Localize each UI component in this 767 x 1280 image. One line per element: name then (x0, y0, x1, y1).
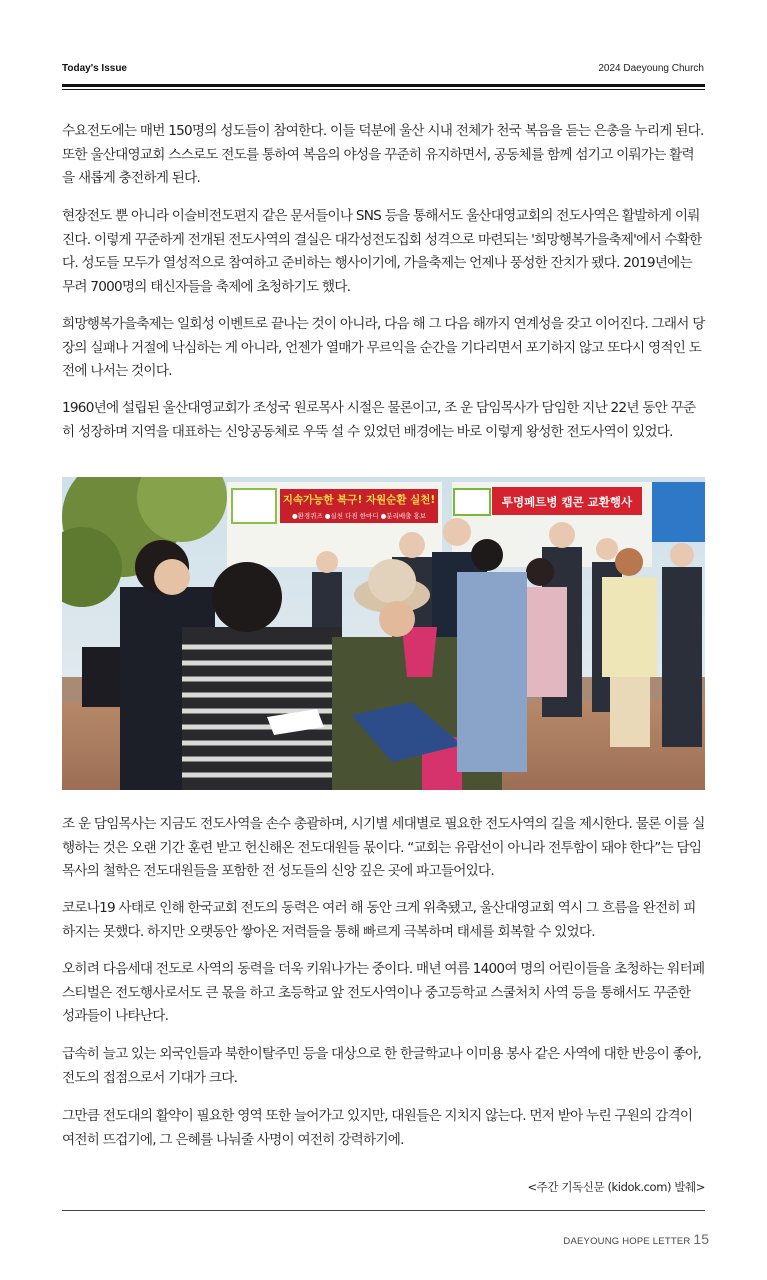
article-paragraph-1: 수요전도에는 매번 150명의 성도들이 참여한다. 이들 덕분에 울산 시내 전체가 천국 복음을 듣는 은총을 누리게 된다. 또한 울산대영교회 스스로도 전도를 통하여 복음의 야성을 꾸준히 유지하면서, 공동체를 함께 섬기고 이뤄가는 활력을 새롭게 충전하게 된다. (62, 123, 704, 186)
source-citation: <주간 기독신문 (kidok.com) 발췌> (527, 1180, 705, 1194)
section-label: Today's Issue (62, 63, 127, 74)
banner-left-subtext: ●환경퀴즈 ●실천 다짐 한마디 ●분리배출 홍보 (291, 512, 427, 520)
article-paragraph-2: 현장전도 뿐 아니라 이슬비전도편지 같은 문서들이나 SNS 등을 통해서도 울산대영교회의 전도사역은 활발하게 이뤄진다. 이렇게 꾸준하게 전개된 전도사역의 결실은 대각성전도집회 성격으로 마련되는 '희망행복가을축제'에서 수확한다. 성도들 모두가 열성적으로 참여하고 준비하는 행사이기에, 가을축제는 언제나 풍성한 잔치가 됐다. 2019년에는 무려 7000명의 태신자들을 축제에 초청하기도 했다. (62, 208, 702, 295)
page-number: 15 (693, 1231, 709, 1247)
banner-right-text: 투명페트병 캡콘 교환행사 (501, 495, 633, 509)
publication-label: 2024 Daeyoung Church (598, 63, 704, 74)
banner-left-text: 지속가능한 복구! 자원순환 실천! (282, 494, 436, 506)
article-paragraph-8: 급속히 늘고 있는 외국인들과 북한이탈주민 등을 대상으로 한 한글학교나 이미용 봉사 같은 사역에 대한 반응이 좋아, 전도의 접점으로서 기대가 크다. (62, 1046, 702, 1086)
footer-rule (62, 1210, 705, 1211)
footer (563, 1231, 709, 1249)
footer-brand: DAEYOUNG HOPE LETTER (563, 1236, 691, 1247)
article-paragraph-3: 희망행복가을축제는 일회성 이벤트로 끝나는 것이 아니라, 다음 해 그 다음 해까지 연계성을 갖고 이어진다. 그래서 당장의 실패나 거절에 낙심하는 게 아니라, 언젠가 열매가 무르익을 순간을 기다리면서 포기하지 않고 또다시 영적인 도전에 나서는 것이다. (62, 316, 705, 379)
header-rule-thin (62, 89, 705, 90)
article-paragraph-4: 1960년에 설립된 울산대영교회가 조성국 원로목사 시절은 물론이고, 조 운 담임목사가 담임한 지난 22년 동안 꾸준히 성장하며 지역을 대표하는 신앙공동체로 우뚝 설 수 있었던 배경에는 바로 이렇게 왕성한 전도사역이 있었다. (62, 400, 696, 440)
event-photo (62, 477, 705, 790)
article-paragraph-5: 조 운 담임목사는 지금도 전도사역을 손수 총괄하며, 시기별 세대별로 필요한 전도사역의 길을 제시한다. 물론 이를 실행하는 것은 오랜 기간 훈련 받고 헌신해온 전도대원들 몫이다. “교회는 유람선이 아니라 전투함이 돼야 한다”는 담임목사의 철학은 전도대원들을 포함한 전 성도들의 신앙 깊은 곳에 파고들어있다. (62, 816, 705, 879)
article-paragraph-7: 오히려 다음세대 전도로 사역의 동력을 더욱 키워나가는 중이다. 매년 여름 1400여 명의 어린이들을 초청하는 워터페스티벌은 전도행사로서도 큰 몫을 하고 초등학교 앞 전도사역이나 중고등학교 스쿨처치 사역 등을 통해서도 꾸준한 성과들이 나타난다. (62, 961, 705, 1024)
header-rule (62, 84, 705, 87)
article-paragraph-9: 그만큼 전도대의 활약이 필요한 영역 또한 늘어가고 있지만, 대원들은 지치지 않는다. 먼저 받아 누린 구원의 감격이 여전히 뜨겁기에, 그 은혜를 나눠줄 사명이 여전히 강력하기에. (62, 1108, 693, 1148)
article-paragraph-6: 코로나19 사태로 인해 한국교회 전도의 동력은 여러 해 동안 크게 위축됐고, 울산대영교회 역시 그 흐름을 완전히 피하지는 못했다. 하지만 오랫동안 쌓아온 저력들을 통해 빠르게 극복하며 태세를 회복할 수 있었다. (62, 900, 696, 940)
